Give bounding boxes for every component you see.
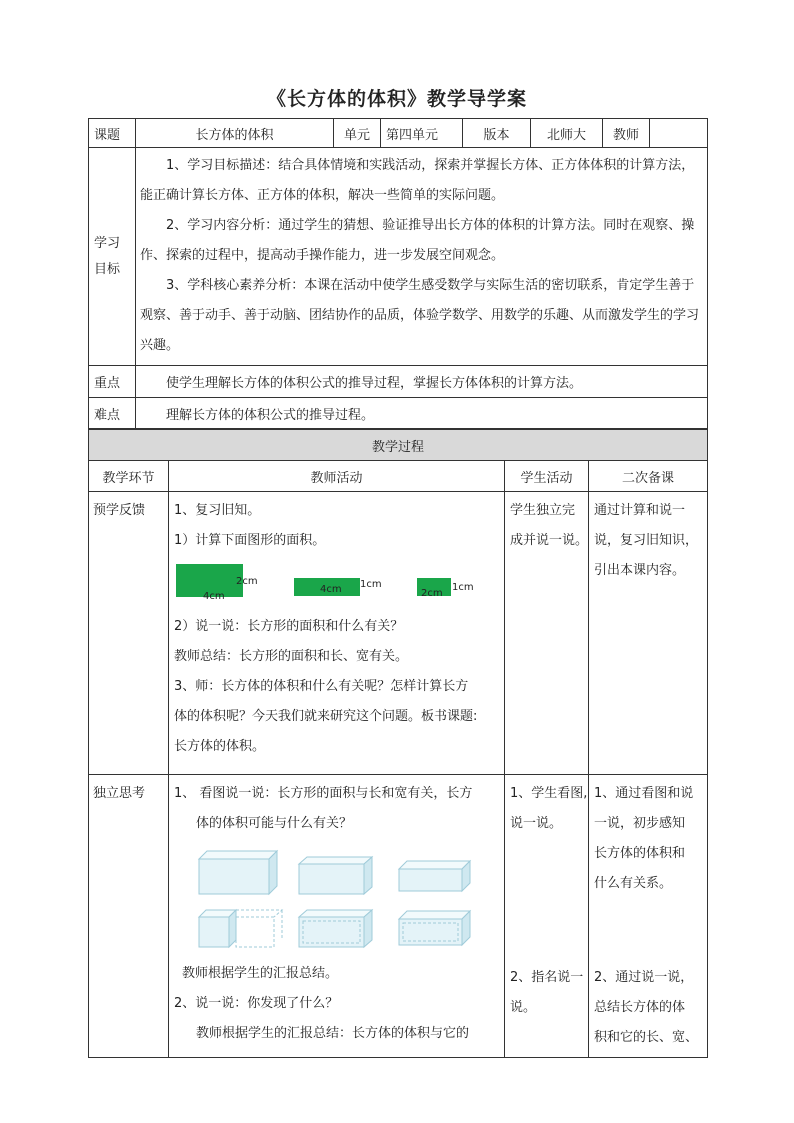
stage2-line1a: 1、 看图说一说：长方形的面积与长和宽有关，长方 [174,786,473,801]
rect2-width: 1cm [360,579,382,590]
edition-label: 版本 [463,119,531,148]
page-title: 《长方体的体积》教学导学案 [266,88,527,110]
teaching-process-table [88,429,708,1058]
stage2-line4: 教师根据学生的汇报总结：长方体的体积与它的 [196,1026,470,1041]
header-stage: 教学环节 [89,461,169,492]
rect3-length: 2cm [421,588,443,599]
cuboid-3 [399,861,470,891]
stage2-line3: 2、说一说：你发现了什么？ [174,996,339,1011]
stage1-name: 预学反馈 [89,492,169,775]
rect2-length: 4cm [320,584,342,595]
goals-label: 学习目标 [89,148,136,366]
stage1-line5a: 3、师：长方体的体积和什么有关呢？怎样计算长方 [174,679,469,694]
cuboid-figures [174,839,504,959]
cuboid-layered [299,910,372,947]
topic-label: 课题 [89,119,136,148]
stage1-line5b: 体的体积呢？今天我们就来研究这个问题。板书课题: [174,709,478,724]
key-point-label: 重点 [89,366,136,398]
stage1-line4: 教师总结：长方形的面积和长、宽有关。 [174,649,409,664]
cuboid-2 [299,857,372,894]
edition-value: 北师大 [531,119,603,148]
header-teacher-activity: 教师活动 [169,461,505,492]
rect1-width: 2cm [236,576,258,587]
stage1-line2: 1）计算下面图形的面积。 [174,533,326,548]
stage2-student-activity: 1、学生看图, 说一说。 2、指名说一 说。 [505,775,589,1058]
stage2-line2: 教师根据学生的汇报总结。 [182,966,339,981]
unit-value: 第四单元 [381,119,463,148]
stage2-line1b: 体的体积可能与什么有关？ [196,816,353,831]
teacher-value [650,119,708,148]
stage1-teacher-activity [169,492,505,775]
cuboid-1 [199,851,277,894]
goals-content [136,148,708,366]
rect3-width: 1cm [452,582,474,593]
teacher-label: 教师 [603,119,650,148]
goal-3: 3、学科核心素养分析：本课在活动中使学生感受数学与实际生活的密切联系，肯定学生善于观察、善于动手、善于动脑、团结协作的品质，体验学数学、用数学的乐趣、从而激发学生的学习兴趣。 [140,278,700,353]
cuboid-illustrations [174,839,474,959]
topic-value: 长方体的体积 [136,119,334,148]
area-figures [174,556,504,612]
stage1-notes: 通过计算和说一 说，复习旧知识， 引出本课内容。 [589,492,708,775]
unit-label: 单元 [334,119,381,148]
stage1-line1: 1、复习旧知。 [174,503,261,518]
stage1-line5c: 长方体的体积。 [174,739,266,754]
process-band: 教学过程 [89,430,708,461]
header-notes: 二次备课 [589,461,708,492]
goal-1: 1、学习目标描述：结合具体情境和实践活动，探索并掌握长方体、正方体体积的计算方法，能正确计算长方体、正方体的体积，解决一些简单的实际问题。 [140,158,695,203]
key-point-value: 使学生理解长方体的体积公式的推导过程，掌握长方体体积的计算方法。 [136,366,708,398]
cube-with-outline [199,910,282,947]
rect1-length: 4cm [203,591,225,602]
stage2-notes: 1、通过看图和说 一说，初步感知 长方体的体积和 什么有关系。 2、通过说一说， 总结长方体的体 积和它的长、宽、 [589,775,708,1058]
cuboid-thin-layers [399,911,470,945]
stage1-student-activity: 学生独立完 成并说一说。 [505,492,589,775]
difficult-point-value: 理解长方体的体积公式的推导过程。 [136,398,708,429]
stage2-name: 独立思考 [89,775,169,1058]
stage1-line3: 2）说一说：长方形的面积和什么有关？ [174,619,404,634]
stage2-teacher-activity [169,775,505,1058]
difficult-point-label: 难点 [89,398,136,429]
goal-2: 2、学习内容分析：通过学生的猜想、验证推导出长方体的体积的计算方法。同时在观察、操作、探索的过程中，提高动手操作能力，进一步发展空间观念。 [140,218,695,263]
lesson-info-table [88,118,708,429]
header-student-activity: 学生活动 [505,461,589,492]
